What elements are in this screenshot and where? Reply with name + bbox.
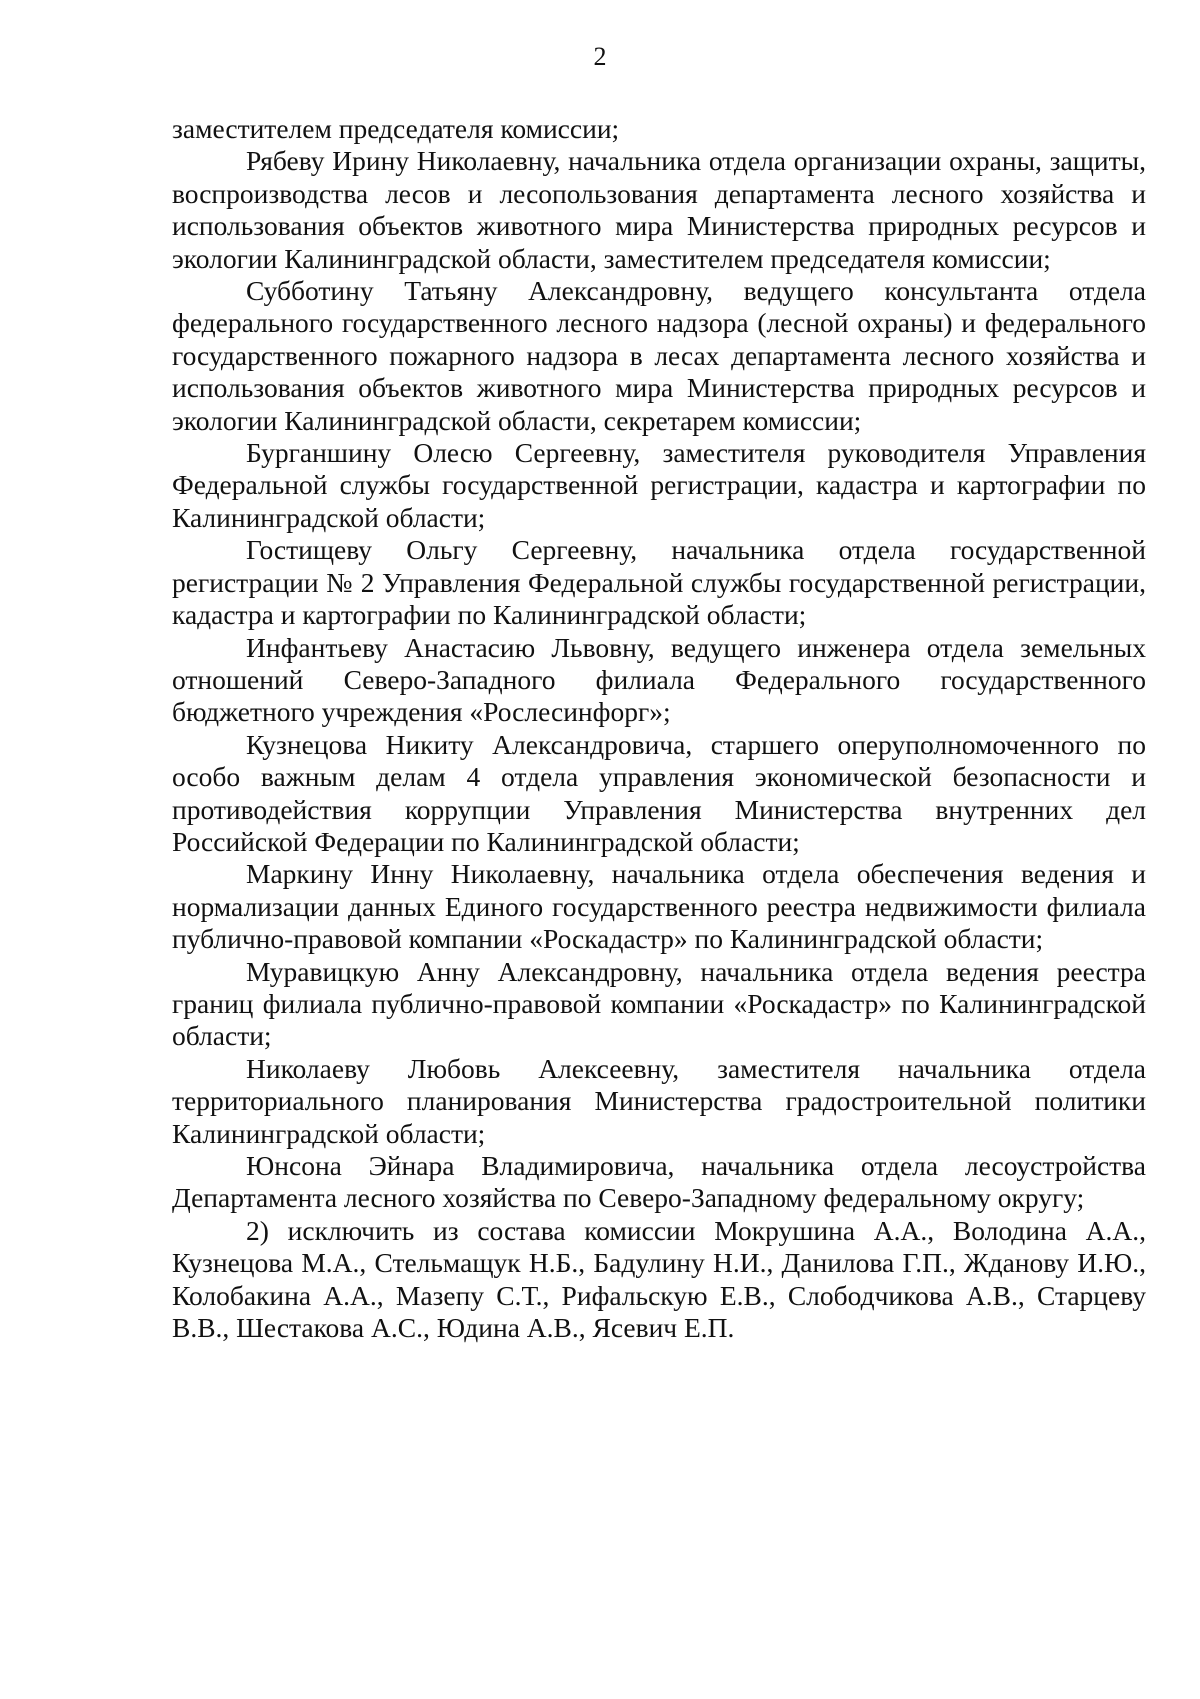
paragraph-yunson: Юнсона Эйнара Владимировича, начальника отдела лесоустройства Департамента лесного хозяйства по Северо-Западному федеральному округу; xyxy=(172,1150,1146,1214)
paragraph-markina: Маркину Инну Николаевну, начальника отдела обеспечения ведения и нормализации данных Единого государственного реестра недвижимости филиала публично-правовой компании «Роскадастр» по Калининградской области; xyxy=(172,858,1146,955)
paragraph-infantyeva: Инфантьеву Анастасию Львовну, ведущего инженера отдела земельных отношений Северо-Западного филиала Федерального государственного бюджетного учреждения «Рослесинфорг»; xyxy=(172,631,1146,728)
paragraph-burganshina: Бурганшину Олесю Сергеевну, заместителя руководителя Управления Федеральной службы государственной регистрации, кадастра и картографии по Калининградской области; xyxy=(172,437,1146,533)
page-number: 2 xyxy=(593,42,607,71)
document-body xyxy=(172,113,1146,1344)
paragraph-nikolaeva: Николаеву Любовь Алексеевну, заместителя начальника отдела территориального планирования Министерства градостроительной политики Калининградской области; xyxy=(172,1052,1146,1149)
paragraph-muravitskaya: Муравицкую Анну Александровну, начальника отдела ведения реестра границ филиала публично-правовой компании «Роскадастр» по Калининградской области; xyxy=(172,955,1146,1052)
paragraph-gostishcheva: Гостищеву Ольгу Сергеевну, начальника отдела государственной регистрации № 2 Управления Федеральной службы государственной регистрации, кадастра и картографии по Калининградской области; xyxy=(172,534,1146,631)
paragraph-continuation: заместителем председателя комиссии; xyxy=(172,113,620,144)
paragraph-kuznetsov: Кузнецова Никиту Александровича, старшего оперуполномоченного по особо важным делам 4 отдела управления экономической безопасности и противодействия коррупции Управления Министерства внутренних дел Российской Федерации по Калининградской области; xyxy=(172,728,1146,857)
paragraph-exclusion-list: 2) исключить из состава комиссии Мокрушина А.А., Володина А.А., Кузнецова М.А., Стельмащук Н.Б., Бадулину Н.И., Данилова Г.П., Жданову И.Ю., Колобакина А.А., Мазепу С.Т., Рифальскую Е.В., Слободчикова А.В., Старцеву В.В., Шестакова А.С., Юдина А.В., Ясевич Е.П. xyxy=(172,1214,1146,1344)
paragraph-ryabeva: Рябеву Ирину Николаевну, начальника отдела организации охраны, защиты, воспроизводства лесов и лесопользования департамента лесного хозяйства и использования объектов животного мира Министерства природных ресурсов и экологии Калининградской области, заместителем председателя комиссии; xyxy=(172,145,1146,274)
paragraph-subbotina: Субботину Татьяну Александровну, ведущего консультанта отдела федерального государственного лесного надзора (лесной охраны) и федерального государственного пожарного надзора в лесах департамента лесного хозяйства и использования объектов животного мира Министерства природных ресурсов и экологии Калининградской области, секретарем комиссии; xyxy=(172,275,1146,436)
